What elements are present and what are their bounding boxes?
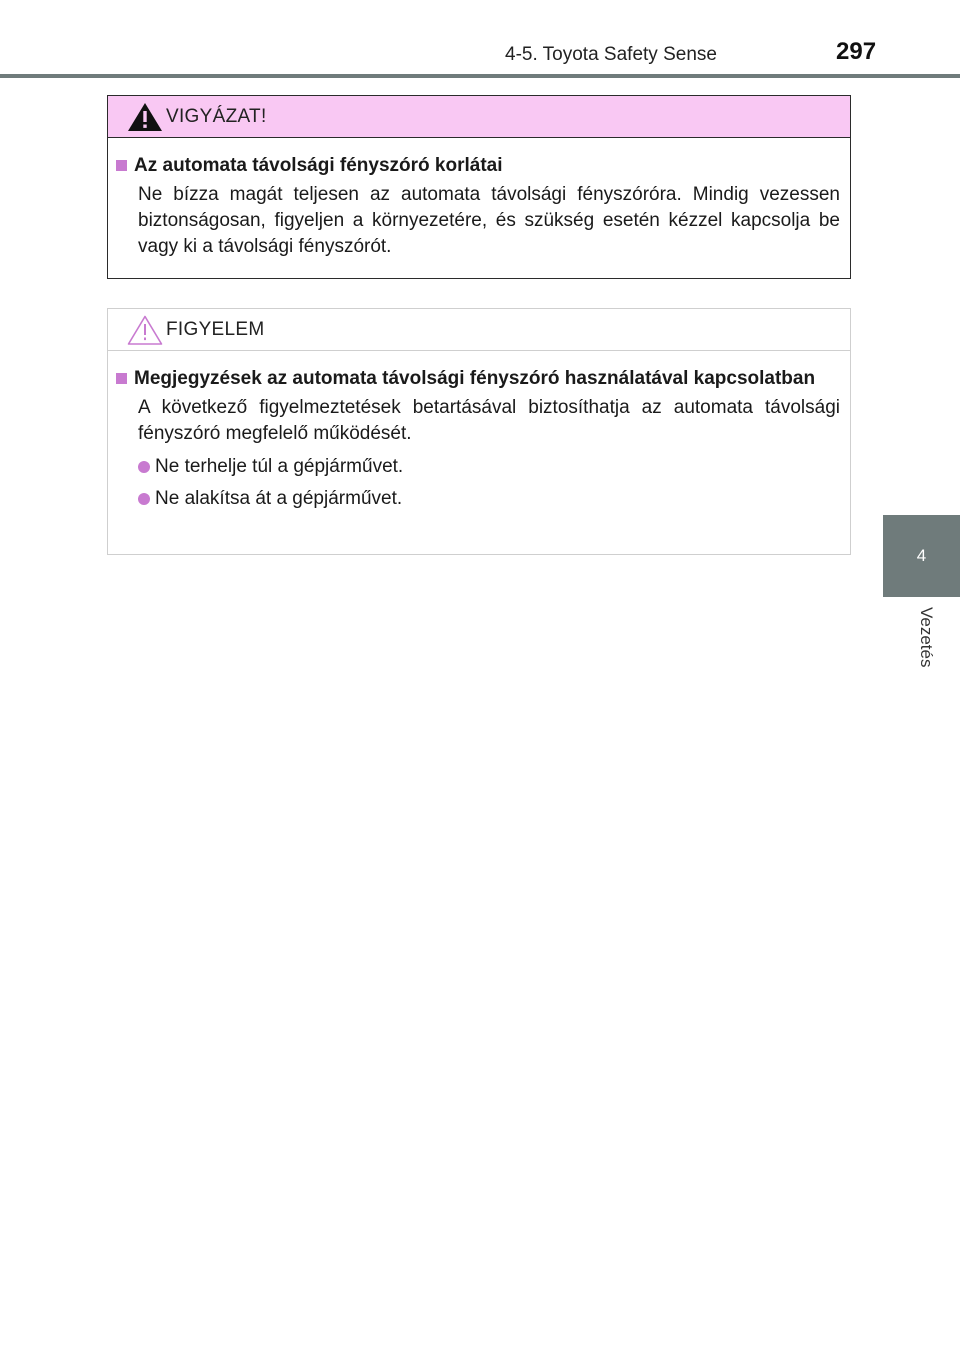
chapter-number: 4 [916, 546, 927, 565]
warning-box [107, 95, 851, 279]
list-item-text: Ne terhelje túl a gépjárművet. [155, 456, 404, 477]
list-item-text: Ne alakítsa át a gépjárművet. [155, 488, 403, 509]
round-bullet-icon [138, 493, 150, 505]
running-header: 4-5. Toyota Safety Sense [505, 44, 717, 65]
square-bullet-icon [116, 373, 127, 384]
notice-label: FIGYELEM [166, 318, 265, 340]
warning-header [108, 96, 850, 138]
notice-body [108, 351, 850, 511]
page-number: 297 [836, 38, 877, 65]
notice-header [108, 309, 850, 351]
warning-paragraph: Ne bízza magát teljesen az automata távolsági fényszóróra. Mindig vezessen biztonságosan, figyeljen a környezetére, és szükség esetén kézzel kapcsolja be vagy ki a távolsági fényszórót. [138, 184, 840, 257]
notice-title-text: Megjegyzések az automata távolsági fényszóró használatával kapcsolatban [134, 368, 816, 389]
warning-body [108, 138, 850, 260]
warning-triangle-icon [126, 101, 164, 133]
header-rule [0, 74, 960, 78]
caution-triangle-icon [126, 314, 164, 346]
chapter-tab [883, 515, 960, 597]
notice-paragraph: A következő figyelmeztetések betartásával biztosíthatja az automata távolsági fényszóró megfelelő működését. [138, 397, 840, 444]
warning-label: VIGYÁZAT! [166, 105, 267, 127]
notice-box [107, 308, 851, 555]
notice-section-title [114, 367, 840, 391]
round-bullet-icon [138, 461, 150, 473]
warning-title-text: Az automata távolsági fényszóró korlátai [134, 155, 503, 176]
list-item [138, 487, 840, 511]
list-item [138, 455, 840, 479]
chapter-title: Vezetés [917, 607, 936, 668]
square-bullet-icon [116, 160, 127, 171]
warning-section-title [114, 154, 840, 178]
